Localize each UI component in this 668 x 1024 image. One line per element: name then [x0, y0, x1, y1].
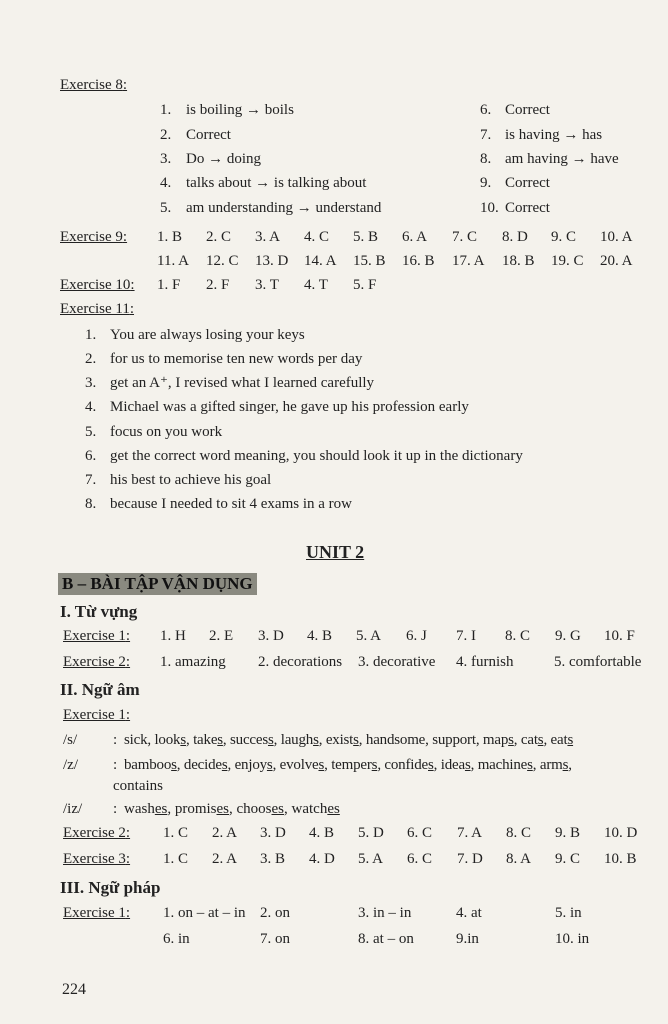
- vocab-ex1-answer: 6. J: [406, 628, 427, 644]
- ex8-item-text: am understanding → understand: [186, 200, 382, 216]
- ex9-answer: 19. C: [551, 253, 584, 269]
- phonetics-ex2-answer: 6. C: [407, 825, 433, 841]
- ex8-item-number: 3.: [160, 151, 172, 167]
- grammar-exercise-1-label: Exercise 1:: [63, 905, 131, 921]
- vocab-ex1-answer: 7. I: [456, 628, 476, 644]
- phonetics-ex3-answer: 8. A: [506, 851, 532, 867]
- ex9-answer: 10. A: [600, 229, 633, 245]
- ex11-item-number: 4.: [85, 399, 97, 415]
- ex9-answer: 4. C: [304, 229, 330, 245]
- ex8-item-text: is having → has: [505, 127, 603, 143]
- ex9-answer: 1. B: [157, 229, 183, 245]
- ex11-item-number: 3.: [85, 375, 97, 391]
- grammar-ex1-answer: 5. in: [555, 905, 582, 921]
- ex8-item-number: 1.: [160, 102, 172, 118]
- z-word: arms,: [539, 757, 572, 773]
- exercise-11-label: Exercise 11:: [60, 301, 135, 317]
- phonetics-ex2-answer: 7. A: [457, 825, 483, 841]
- phonetics-ex3-answer: 10. B: [604, 851, 637, 867]
- phonetics-ex2-answer: 1. C: [163, 825, 189, 841]
- ex11-item-number: 7.: [85, 472, 97, 488]
- grammar-ex1-answer: 9.in: [456, 931, 479, 947]
- vocab-exercise-2-label: Exercise 2:: [63, 654, 131, 670]
- ex10-answer: 4. T: [304, 277, 328, 293]
- grammar-ex1-answer: 6. in: [163, 931, 190, 947]
- phonetics-ex3-answer: 9. C: [555, 851, 581, 867]
- ex11-item-text: You are always losing your keys: [110, 327, 305, 343]
- ex9-answer: 8. D: [502, 229, 528, 245]
- grammar-ex1-answer: 10. in: [555, 931, 590, 947]
- phonetics-ex2-answer: 8. C: [506, 825, 532, 841]
- phonetics-ex3-answer: 3. B: [260, 851, 286, 867]
- ex9-answer: 7. C: [452, 229, 478, 245]
- exercise-9-label: Exercise 9:: [60, 229, 128, 245]
- z-word: decides,: [183, 757, 235, 773]
- z-word: ideas,: [440, 757, 478, 773]
- grammar-ex1-answer: 2. on: [260, 905, 290, 921]
- s-colon: :: [113, 732, 118, 748]
- iz-words: [124, 800, 340, 818]
- ex8-item-number: 4.: [160, 175, 172, 191]
- ex9-answer: 17. A: [452, 253, 485, 269]
- section-b-banner: B – BÀI TẬP VẬN DỤNG: [58, 573, 257, 595]
- ex11-item-number: 2.: [85, 351, 97, 367]
- vocab-ex2-answer: 3. decorative: [358, 654, 436, 670]
- phonetics-ex3-answer: 1. C: [163, 851, 189, 867]
- iz-colon: :: [113, 801, 118, 817]
- ex10-answer: 2. F: [206, 277, 230, 293]
- phonetics-ex2-answer: 3. D: [260, 825, 286, 841]
- ex11-item-text: because I needed to sit 4 exams in a row: [110, 496, 352, 512]
- ex9-answer: 13. D: [255, 253, 289, 269]
- z-words-line-2: contains: [113, 778, 163, 794]
- phonetics-exercise-3-label: Exercise 3:: [63, 851, 131, 867]
- ex8-item-number: 10.: [480, 200, 499, 216]
- phonetics-ex3-answer: 2. A: [212, 851, 238, 867]
- z-word: enjoys,: [234, 757, 280, 773]
- s-word: maps,: [482, 732, 521, 748]
- ex11-item-text: his best to achieve his goal: [110, 472, 272, 488]
- vocab-heading: I. Từ vựng: [60, 602, 138, 621]
- s-word: eats: [550, 732, 574, 748]
- vocab-ex1-answer: 10. F: [604, 628, 635, 644]
- vocab-ex2-answer: 5. comfortable: [554, 654, 642, 670]
- z-word: bamboos,: [124, 757, 184, 773]
- vocab-ex1-answer: 3. D: [258, 628, 284, 644]
- ex8-item-text: is boiling → boils: [186, 102, 294, 118]
- ex11-item-text: get the correct word meaning, you should look it up in the dictionary: [110, 448, 523, 464]
- ex8-item-text: Correct: [505, 175, 550, 191]
- vocab-ex1-answer: 5. A: [356, 628, 382, 644]
- ex11-item-text: get an A⁺, I revised what I learned carefully: [110, 375, 375, 391]
- s-symbol: /s/: [63, 732, 78, 748]
- z-colon: :: [113, 757, 118, 773]
- vocab-ex2-answer: 4. furnish: [456, 654, 514, 670]
- ex10-answer: 1. F: [157, 277, 181, 293]
- vocab-ex2-answer: 1. amazing: [160, 654, 226, 670]
- grammar-ex1-answer: 8. at – on: [358, 931, 414, 947]
- ex9-answer: 3. A: [255, 229, 281, 245]
- ex11-item-number: 1.: [85, 327, 97, 343]
- phonetics-heading: II. Ngữ âm: [60, 680, 140, 699]
- ex8-item-text: Do → doing: [186, 151, 261, 167]
- vocab-exercise-1-label: Exercise 1:: [63, 628, 131, 644]
- ex11-item-text: focus on you work: [110, 424, 223, 440]
- s-word: sick, looks,: [124, 732, 194, 748]
- ex8-item-number: 8.: [480, 151, 492, 167]
- z-symbol: /z/: [63, 757, 78, 773]
- iz-word: promises,: [174, 801, 237, 817]
- vocab-ex1-answer: 1. H: [160, 628, 186, 644]
- ex8-item-number: 6.: [480, 102, 492, 118]
- ex10-answer: 3. T: [255, 277, 279, 293]
- ex8-item-text: am having → have: [505, 151, 619, 167]
- ex8-item-number: 5.: [160, 200, 172, 216]
- ex9-answer: 18. B: [502, 253, 535, 269]
- z-word: tempers,: [331, 757, 385, 773]
- ex9-answer: 14. A: [304, 253, 337, 269]
- ex9-answer: 5. B: [353, 229, 379, 245]
- ex9-answer: 15. B: [353, 253, 386, 269]
- iz-symbol: /iz/: [63, 801, 83, 817]
- ex11-item-number: 6.: [85, 448, 97, 464]
- s-word: success,: [230, 732, 281, 748]
- ex9-answer: 9. C: [551, 229, 577, 245]
- exercise-8-label: Exercise 8:: [60, 77, 128, 93]
- ex9-answer: 20. A: [600, 253, 633, 269]
- ex11-item-number: 8.: [85, 496, 97, 512]
- s-words: [124, 731, 573, 749]
- phonetics-exercise-1-label: Exercise 1:: [63, 707, 131, 723]
- z-word: confides,: [384, 757, 441, 773]
- phonetics-ex3-answer: 5. A: [358, 851, 384, 867]
- grammar-ex1-answer: 1. on – at – in: [163, 905, 246, 921]
- s-word: cats,: [520, 732, 551, 748]
- iz-word: washes,: [124, 801, 175, 817]
- unit-title: UNIT 2: [306, 542, 365, 562]
- grammar-ex1-answer: 3. in – in: [358, 905, 412, 921]
- ex8-item-number: 2.: [160, 127, 172, 143]
- exercise-10-label: Exercise 10:: [60, 277, 135, 293]
- ex8-item-number: 7.: [480, 127, 492, 143]
- z-word: evolves,: [279, 757, 332, 773]
- s-word: takes,: [193, 732, 231, 748]
- ex11-item-text: Michael was a gifted singer, he gave up his profession early: [110, 399, 469, 415]
- vocab-ex2-answer: 2. decorations: [258, 654, 343, 670]
- ex11-item-number: 5.: [85, 424, 97, 440]
- ex8-item-text: Correct: [186, 127, 231, 143]
- grammar-heading: III. Ngữ pháp: [60, 878, 161, 897]
- phonetics-ex2-answer: 4. B: [309, 825, 335, 841]
- vocab-ex1-answer: 4. B: [307, 628, 333, 644]
- iz-word: watches: [291, 801, 340, 817]
- ex9-answer: 12. C: [206, 253, 239, 269]
- s-word: laughs,: [280, 732, 326, 748]
- page-number: 224: [62, 981, 86, 998]
- z-words: [124, 756, 572, 774]
- phonetics-ex2-answer: 10. D: [604, 825, 638, 841]
- phonetics-ex2-answer: 5. D: [358, 825, 384, 841]
- ex9-answer: 6. A: [402, 229, 428, 245]
- vocab-ex1-answer: 9. G: [555, 628, 581, 644]
- iz-word: chooses,: [236, 801, 292, 817]
- z-word: machines,: [477, 757, 540, 773]
- ex9-answer: 16. B: [402, 253, 435, 269]
- phonetics-ex3-answer: 4. D: [309, 851, 335, 867]
- phonetics-ex3-answer: 6. C: [407, 851, 433, 867]
- ex9-answer: 11. A: [157, 253, 189, 269]
- grammar-ex1-answer: 7. on: [260, 931, 290, 947]
- grammar-ex1-answer: 4. at: [456, 905, 482, 921]
- phonetics-ex3-answer: 7. D: [457, 851, 483, 867]
- ex11-item-text: for us to memorise ten new words per day: [110, 351, 363, 367]
- ex10-answer: 5. F: [353, 277, 377, 293]
- phonetics-exercise-2-label: Exercise 2:: [63, 825, 131, 841]
- phonetics-ex2-answer: 9. B: [555, 825, 581, 841]
- s-word: exists, handsome, support,: [325, 732, 483, 748]
- ex8-item-text: talks about → is talking about: [186, 175, 367, 191]
- ex8-item-text: Correct: [505, 102, 550, 118]
- phonetics-ex2-answer: 2. A: [212, 825, 238, 841]
- ex8-item-number: 9.: [480, 175, 492, 191]
- vocab-ex1-answer: 8. C: [505, 628, 531, 644]
- ex9-answer: 2. C: [206, 229, 232, 245]
- vocab-ex1-answer: 2. E: [209, 628, 234, 644]
- ex8-item-text: Correct: [505, 200, 550, 216]
